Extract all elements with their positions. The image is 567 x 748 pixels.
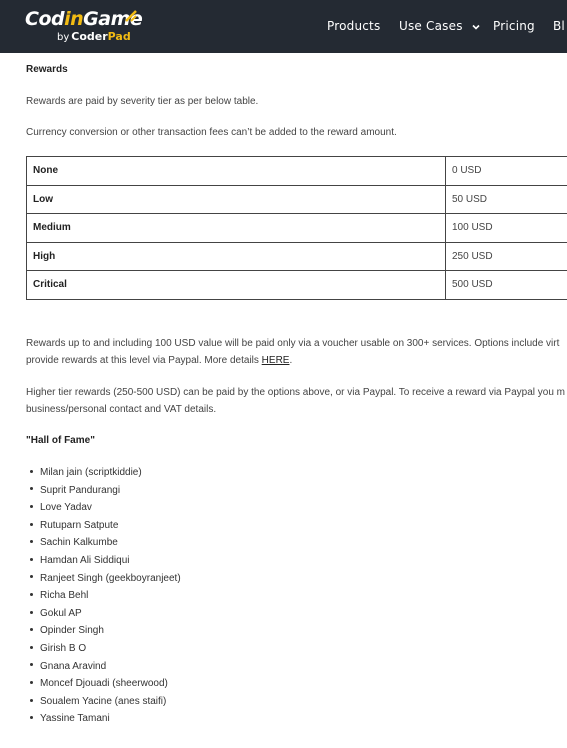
list-item: Rutuparn Satpute [30, 517, 181, 535]
bullet-icon [30, 575, 33, 578]
hall-of-fame-title: "Hall of Fame" [26, 435, 95, 446]
list-item: Soualem Yacine (anes staifi) [30, 693, 181, 711]
higher-line-1: Higher tier rewards (250-500 USD) can be paid by the options above, or via Paypal. To receive a reward via Paypal you m [26, 387, 565, 398]
table-row [27, 271, 567, 300]
nav-use-cases-label: Use Cases [399, 19, 463, 33]
codingame-logo[interactable] [25, 8, 143, 46]
list-item: Girish B O [30, 640, 181, 658]
table-row [27, 242, 567, 271]
amount-cell: 50 USD [446, 185, 567, 214]
bullet-icon [30, 646, 33, 649]
higher-tier-paragraph [26, 384, 565, 418]
nav-blog[interactable] [553, 18, 565, 34]
bullet-icon [30, 505, 33, 508]
bullet-icon [30, 716, 33, 719]
list-item: Hamdan Ali Siddiqui [30, 552, 181, 570]
severity-cell: Medium [27, 214, 446, 243]
list-item: Ranjeet Singh (geekboyranjeet) [30, 570, 181, 588]
amount-cell: 250 USD [446, 242, 567, 271]
nav-blog-label: Bl [553, 19, 565, 33]
severity-cell: None [27, 157, 446, 186]
bullet-icon [30, 470, 33, 473]
bullet-icon [30, 487, 33, 490]
bullet-icon [30, 611, 33, 614]
table-row [27, 185, 567, 214]
severity-cell: Critical [27, 271, 446, 300]
rewards-intro: Rewards are paid by severity tier as per below table. [26, 96, 259, 107]
table-row [27, 157, 567, 186]
currency-note: Currency conversion or other transaction fees can’t be added to the reward amount. [26, 127, 397, 138]
bullet-icon [30, 663, 33, 666]
list-item: Gokul AP [30, 605, 181, 623]
table-row [27, 214, 567, 243]
list-item: Love Yadav [30, 499, 181, 517]
list-item: Gnana Aravind [30, 658, 181, 676]
severity-cell: Low [27, 185, 446, 214]
nav-products-label: Products [327, 19, 381, 33]
severity-cell: High [27, 242, 446, 271]
bullet-icon [30, 699, 33, 702]
voucher-paragraph [26, 335, 559, 369]
top-navbar [0, 0, 567, 53]
voucher-line-1: Rewards up to and including 100 USD value will be paid only via a voucher usable on 300+ services. Options include virt [26, 338, 560, 349]
rewards-title: Rewards [26, 64, 68, 75]
amount-cell: 100 USD [446, 214, 567, 243]
bullet-icon [30, 540, 33, 543]
amount-cell: 0 USD [446, 157, 567, 186]
logo-mark-icon [124, 9, 138, 23]
higher-line-2: business/personal contact and VAT details. [26, 404, 217, 415]
voucher-line-2: provide rewards at this level via Paypal. More details [26, 355, 262, 366]
amount-cell: 500 USD [446, 271, 567, 300]
bullet-icon [30, 593, 33, 596]
here-link[interactable]: HERE [261, 355, 290, 366]
chevron-down-icon [472, 23, 480, 31]
nav-pricing[interactable] [493, 18, 535, 34]
logo-wordmark: CodinGame [25, 8, 143, 30]
list-item: Richa Behl [30, 587, 181, 605]
list-item: Milan jain (scriptkiddie) [30, 464, 181, 482]
reward-table [26, 156, 567, 300]
nav-use-cases[interactable] [399, 18, 480, 34]
list-item: Yassine Tamani [30, 710, 181, 728]
list-item: Moncef Djouadi (sheerwood) [30, 675, 181, 693]
list-item: Sachin Kalkumbe [30, 534, 181, 552]
bullet-icon [30, 523, 33, 526]
list-item: Suprit Pandurangi [30, 482, 181, 500]
hall-of-fame-list [30, 464, 181, 728]
bullet-icon [30, 681, 33, 684]
bullet-icon [30, 628, 33, 631]
logo-subline: by CoderPad [57, 30, 131, 43]
nav-pricing-label: Pricing [493, 19, 535, 33]
nav-products[interactable] [327, 18, 380, 34]
list-item: Opinder Singh [30, 622, 181, 640]
voucher-line-2-end: . [289, 355, 293, 366]
bullet-icon [30, 558, 33, 561]
